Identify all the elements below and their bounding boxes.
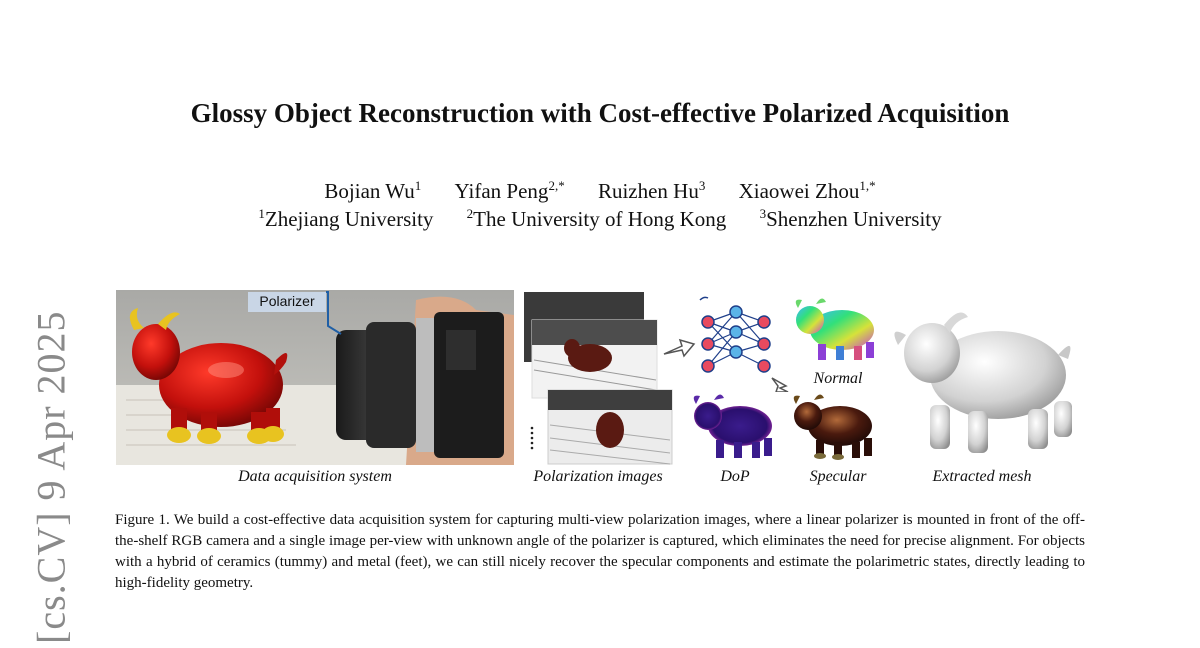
normal-map-image [790,292,886,364]
network-diagram [660,292,795,392]
acquisition-photo [116,290,514,465]
polarizer-label: Polarizer [259,293,315,309]
label-specular: Specular [809,468,867,485]
arxiv-side-stamp: [cs.CV] 9 Apr 2025 [28,310,74,644]
author: Xiaowei Zhou$^{1,*}$ [738,178,876,203]
dop-image [690,390,786,462]
label-mesh: Extracted mesh [932,468,1032,485]
author: Ruizhen Hu$^3$ [597,178,706,203]
figure-caption: Figure 1. We build a cost-effective data acquisition system for capturing multi-view polarization images, where a linear polarizer is mounted in front of the off-the-shelf RGB camera and a single image per-view with unknown angle of the polarizer is captured, which eliminates the need for precise alignment. For objects with a hybrid of ceramics (tummy) and metal (feet), we can still nicely recover the specular components and estimate the polarimetric states, directly leading to high-fidelity geometry. [115,512,1085,591]
polarization-images [520,290,678,468]
paper-title: Glossy Object Reconstruction with Cost-effective Polarized Acquisition [190,98,1010,128]
specular-image [790,390,886,462]
author: Bojian Wu$^1$ [324,178,422,203]
label-polarization: Polarization images [533,468,663,485]
affiliation: $^1$Zhejiang University [258,206,434,231]
label-normal: Normal [813,370,863,387]
label-acquisition: Data acquisition system [238,468,392,485]
affiliation: $^3$Shenzhen University [759,206,942,231]
extracted-mesh-image [888,295,1084,463]
author: Yifan Peng$^{2,*}$ [454,178,565,203]
affiliation-list [0,206,1200,232]
author-list [0,178,1200,204]
affiliation: $^2$The University of Hong Kong [466,206,727,231]
camera [336,312,504,458]
label-dop: DoP [720,468,750,485]
